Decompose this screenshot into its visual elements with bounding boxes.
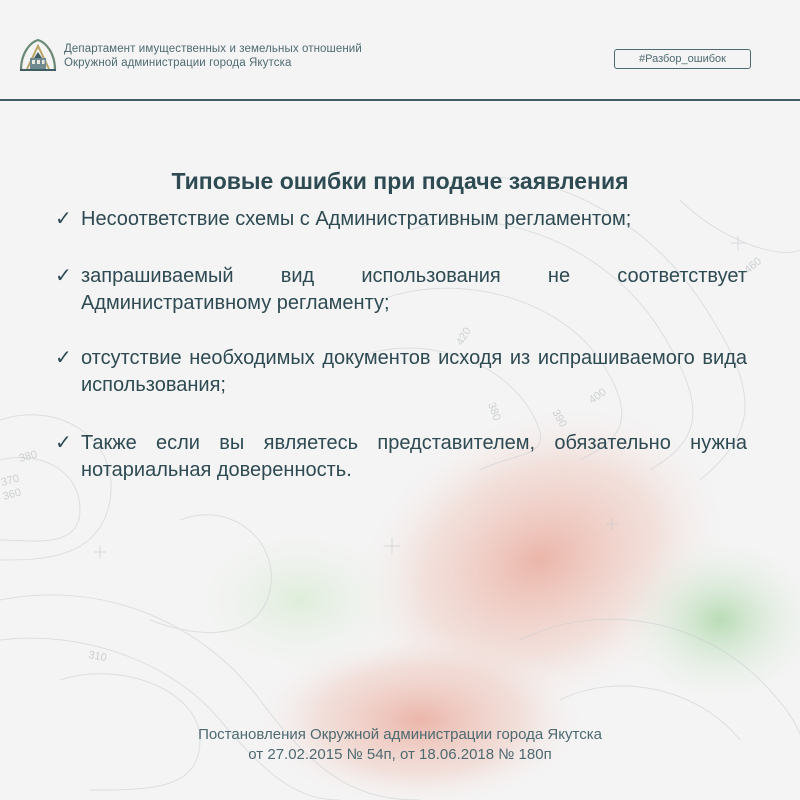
list-item-text: отсутствие необходимых документов исходя из испрашиваемого вида использования; — [81, 347, 747, 396]
header-divider — [0, 99, 800, 101]
hashtag-badge[interactable]: #Разбор_ошибок — [614, 49, 751, 69]
topo-label: 400 — [586, 386, 609, 407]
list-item-text: Также если вы являетесь представителем, обязательно нужна нотариальная доверенность. — [81, 432, 747, 481]
footer-line-2: от 27.02.2015 № 54п, от 18.06.2018 № 180п — [248, 746, 552, 763]
green-blob-soft — [180, 520, 420, 680]
list-item — [55, 263, 747, 317]
topo-label: 460 — [742, 255, 764, 277]
checkmark-icon: ✓ — [55, 432, 72, 454]
list-item — [55, 206, 747, 233]
page-title: Типовые ошибки при подаче заявления — [171, 168, 629, 194]
checkmark-icon: ✓ — [55, 265, 72, 287]
topo-label: 360 — [1, 486, 23, 503]
topo-label: 370 — [0, 472, 21, 489]
list-item-text: запрашиваемый вид использования не соответствует Административному регламенту; — [81, 265, 747, 314]
list-item — [55, 345, 747, 399]
header — [0, 0, 800, 100]
organization-name — [64, 42, 362, 70]
list-item — [55, 430, 747, 484]
plus-mark — [94, 546, 106, 558]
topo-label: 380 — [17, 448, 39, 465]
checkmark-icon: ✓ — [55, 208, 72, 230]
topo-label: 420 — [454, 325, 474, 348]
topo-label: 380 — [485, 400, 503, 423]
topo-label: 310 — [87, 649, 108, 665]
topo-label: 390 — [549, 407, 569, 430]
footer-line-1: Постановления Окружной администрации города Якутска — [198, 726, 602, 743]
footer-reference — [0, 725, 800, 765]
plus-mark — [731, 236, 745, 250]
org-line-1: Департамент имущественных и земельных отношений — [64, 43, 362, 55]
list-item-text: Несоответствие схемы с Административным регламентом; — [81, 208, 632, 230]
checkmark-icon: ✓ — [55, 347, 72, 369]
org-line-2: Окружной администрации города Якутска — [64, 57, 292, 69]
building-emblem-icon — [19, 38, 57, 72]
